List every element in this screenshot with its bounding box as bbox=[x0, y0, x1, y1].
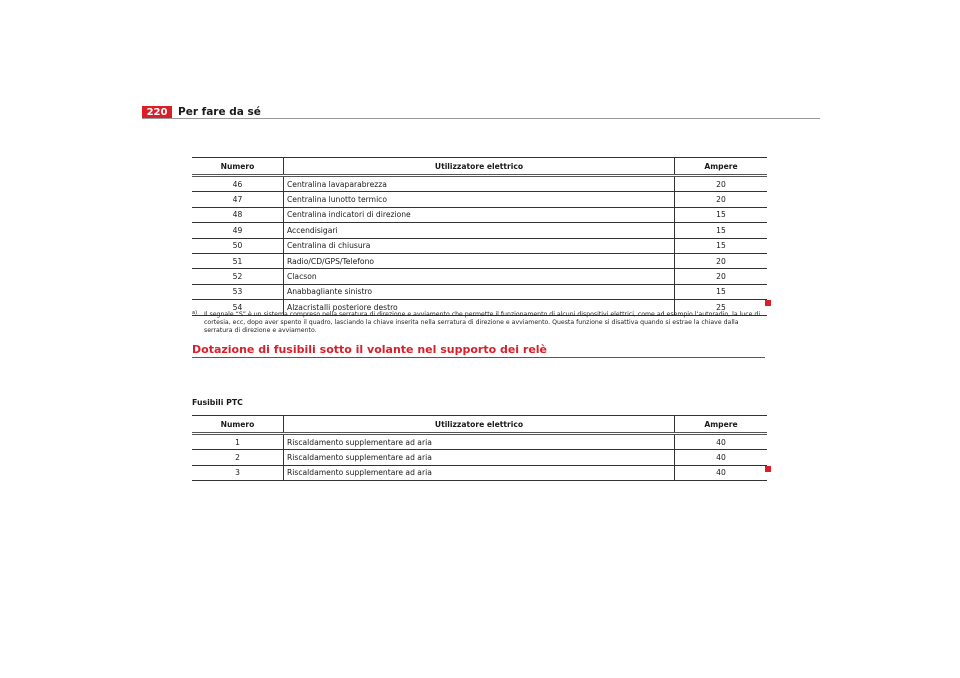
table-header-row bbox=[192, 158, 767, 176]
table-header-row bbox=[192, 416, 767, 434]
cell-ampere: 40 bbox=[675, 465, 768, 480]
section-heading-rule bbox=[192, 357, 765, 358]
cell-ampere: 20 bbox=[675, 253, 768, 268]
cell-utilizzatore: Alzacristalli posteriore destro bbox=[284, 300, 675, 315]
column-header-ampere: Ampere bbox=[675, 158, 768, 176]
table-row bbox=[192, 434, 767, 450]
page-header-title: Per fare da sé bbox=[178, 106, 261, 118]
cell-numero: 50 bbox=[192, 238, 284, 253]
header-divider bbox=[142, 118, 820, 119]
cell-utilizzatore: Centralina lunotto termico bbox=[284, 192, 675, 207]
cell-utilizzatore: Accendisigari bbox=[284, 223, 675, 238]
cell-ampere: 20 bbox=[675, 269, 768, 284]
column-header-utilizzatore: Utilizzatore elettrico bbox=[284, 416, 675, 434]
section-end-marker bbox=[765, 300, 771, 306]
cell-numero: 2 bbox=[192, 450, 284, 465]
section-end-marker bbox=[765, 466, 771, 472]
section-heading: Dotazione di fusibili sotto il volante nel supporto dei relè bbox=[192, 343, 548, 356]
fuse-table-main bbox=[192, 157, 767, 316]
cell-numero: 1 bbox=[192, 434, 284, 450]
cell-ampere: 15 bbox=[675, 284, 768, 299]
cell-numero: 46 bbox=[192, 176, 284, 192]
cell-utilizzatore: Clacson bbox=[284, 269, 675, 284]
table-row bbox=[192, 238, 767, 253]
table-row bbox=[192, 176, 767, 192]
cell-numero: 49 bbox=[192, 223, 284, 238]
cell-numero: 47 bbox=[192, 192, 284, 207]
table-body bbox=[192, 176, 767, 316]
cell-utilizzatore: Centralina lavaparabrezza bbox=[284, 176, 675, 192]
table-row bbox=[192, 192, 767, 207]
footnote bbox=[192, 311, 765, 336]
table-row bbox=[192, 207, 767, 222]
footnote-text: Il segnale “S” è un sistema compreso nella serratura di direzione e avviamento che permette il funzionamento di alcuni dispositivi elettrici, come ad esempio l’autoradio, la luce di cortesia, ecc, dopo aver spento il quadro, lasciando la chiave inserita nella serratura di direzione e avviamento. Questa funzione si disattiva quando si estrae la chiave dalla serratura di direzione e avviamento. bbox=[204, 311, 761, 335]
table-body bbox=[192, 434, 767, 481]
table-row bbox=[192, 284, 767, 299]
table-row bbox=[192, 450, 767, 465]
cell-utilizzatore: Riscaldamento supplementare ad aria bbox=[284, 450, 675, 465]
fuse-table-ptc bbox=[192, 415, 767, 481]
column-header-utilizzatore: Utilizzatore elettrico bbox=[284, 158, 675, 176]
column-header-ampere: Ampere bbox=[675, 416, 768, 434]
cell-numero: 3 bbox=[192, 465, 284, 480]
cell-numero: 54 bbox=[192, 300, 284, 315]
cell-ampere: 40 bbox=[675, 434, 768, 450]
cell-utilizzatore: Riscaldamento supplementare ad aria bbox=[284, 465, 675, 480]
table-row bbox=[192, 253, 767, 268]
cell-ampere: 20 bbox=[675, 176, 768, 192]
table-row bbox=[192, 223, 767, 238]
column-header-numero: Numero bbox=[192, 416, 284, 434]
cell-ampere: 25 bbox=[675, 300, 768, 315]
subheading-fusibili-ptc: Fusibili PTC bbox=[192, 398, 243, 407]
page-number: 220 bbox=[142, 106, 172, 119]
cell-utilizzatore: Centralina di chiusura bbox=[284, 238, 675, 253]
cell-numero: 53 bbox=[192, 284, 284, 299]
table-row bbox=[192, 269, 767, 284]
cell-numero: 52 bbox=[192, 269, 284, 284]
cell-numero: 48 bbox=[192, 207, 284, 222]
cell-utilizzatore: Centralina indicatori di direzione bbox=[284, 207, 675, 222]
cell-utilizzatore: Anabbagliante sinistro bbox=[284, 284, 675, 299]
cell-utilizzatore: Riscaldamento supplementare ad aria bbox=[284, 434, 675, 450]
column-header-numero: Numero bbox=[192, 158, 284, 176]
table-row bbox=[192, 465, 767, 480]
cell-utilizzatore: Radio/CD/GPS/Telefono bbox=[284, 253, 675, 268]
cell-ampere: 40 bbox=[675, 450, 768, 465]
cell-ampere: 15 bbox=[675, 238, 768, 253]
cell-ampere: 15 bbox=[675, 207, 768, 222]
footnote-marker: a) bbox=[192, 310, 198, 316]
cell-ampere: 15 bbox=[675, 223, 768, 238]
cell-numero: 51 bbox=[192, 253, 284, 268]
cell-ampere: 20 bbox=[675, 192, 768, 207]
